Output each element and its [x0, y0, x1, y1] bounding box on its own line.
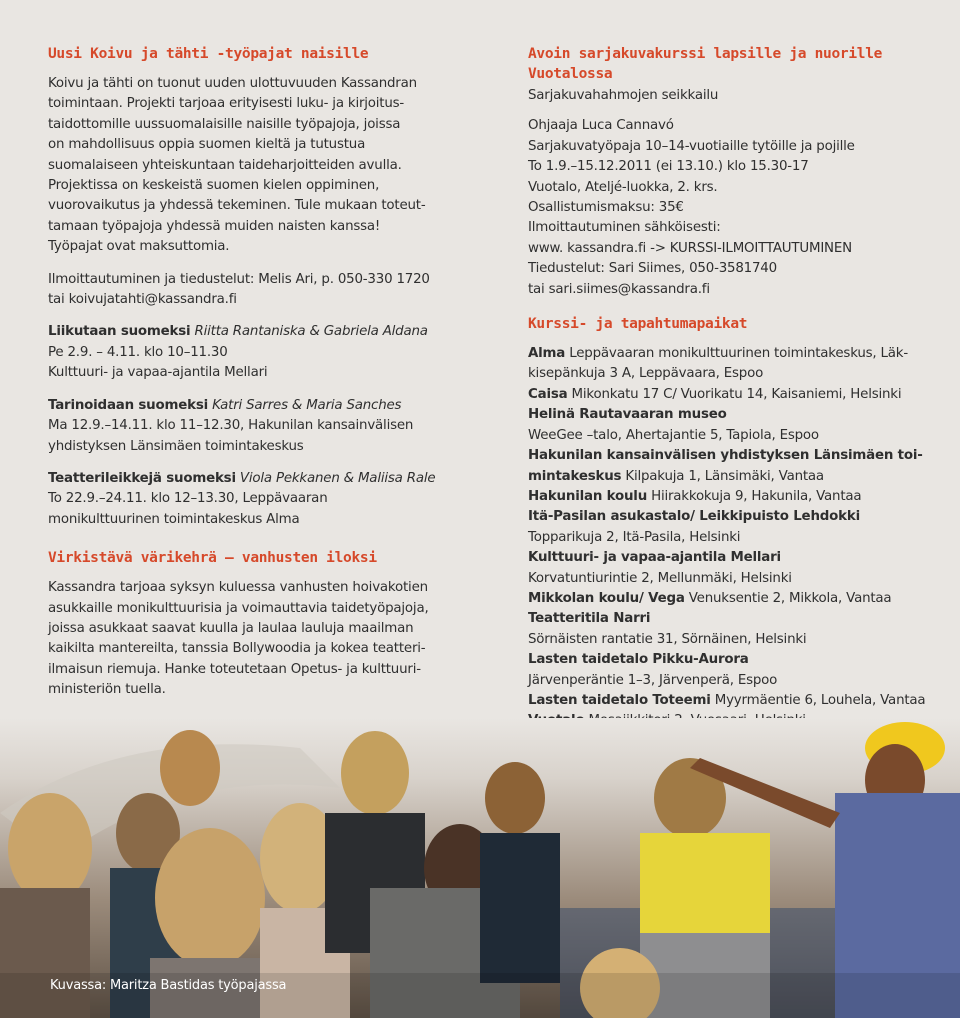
heading-varikehra: Virkistävä värikehrä – vanhusten iloksi: [48, 550, 377, 567]
venue-address: Venuksentie 2, Mikkola, Vantaa: [684, 590, 892, 606]
photo-illustration: [0, 718, 960, 1018]
text-line: toimintaan. Projekti tarjoaa erityisesti luku- ja kirjoitus-: [48, 96, 405, 112]
venue-line: [528, 467, 928, 487]
workshop-details: [48, 343, 458, 384]
venue-name: Alma: [528, 346, 566, 362]
venue-line: [528, 487, 928, 507]
workshop-title: Liikutaan suomeksi: [48, 324, 191, 340]
varikehra-paragraph: [48, 578, 458, 700]
registration-paragraph: [48, 270, 458, 311]
intro-paragraph: [48, 74, 458, 258]
venue-address: Topparikuja 2, Itä-Pasila, Helsinki: [528, 529, 741, 545]
text-line: Työpajat ovat maksuttomia.: [48, 239, 230, 255]
text-line: Kassandra tarjoaa syksyn kuluessa vanhusten hoivakotien: [48, 580, 428, 596]
text-line: Ohjaaja Luca Cannavó: [528, 118, 674, 134]
text-line: Koivu ja tähti on tuonut uuden ulottuvuuden Kassandran: [48, 76, 417, 91]
child-head: [341, 731, 409, 815]
venue-line: [528, 426, 928, 446]
venue-address: Korvatuntiurintie 2, Mellunmäki, Helsinki: [528, 570, 792, 586]
venue-address: Järvenperäntie 1–3, Järvenperä, Espoo: [528, 672, 778, 688]
venue-line: [528, 609, 928, 629]
venue-name: Hakunilan kansainvälisen yhdistyksen Länsimäen toi-: [528, 448, 923, 464]
venue-line: [528, 385, 928, 405]
heading-sarjakuvakurssi: Avoin sarjakuvakurssi lapsille ja nuorille Vuotalossa: [528, 46, 883, 82]
text-line: yhdistyksen Länsimäen toimintakeskus: [48, 438, 304, 454]
venue-name: Lasten taidetalo Pikku-Aurora: [528, 652, 749, 668]
workshop-leaders: Riitta Rantaniska & Gabriela Aldana: [194, 324, 428, 340]
venue-name: Kulttuuri- ja vapaa-ajantila Mellari: [528, 550, 781, 566]
text-line: monikulttuurinen toimintakeskus Alma: [48, 511, 300, 527]
venue-name: Caisa: [528, 386, 568, 402]
venue-name: Mikkolan koulu/ Vega: [528, 590, 685, 606]
venue-address: Hiirakkokuja 9, Hakunila, Vantaa: [647, 488, 862, 504]
text-line: tai koivujatahti@kassandra.fi: [48, 292, 237, 308]
text-line: To 22.9.–24.11. klo 12–13.30, Leppävaaran: [48, 491, 328, 507]
text-line: tai sari.siimes@kassandra.fi: [528, 281, 710, 297]
venue-name: Lasten taidetalo Toteemi: [528, 692, 711, 708]
heading-koivu-ja-tahti: Uusi Koivu ja tähti -työpajat naisille: [48, 46, 369, 62]
venue-name: Itä-Pasilan asukastalo/ Leikkipuisto Lehdokki: [528, 509, 860, 525]
text-line: asukkaille monikulttuurisia ja voimauttavia taidetyöpajoja,: [48, 600, 429, 616]
venue-name: Helinä Rautavaaran museo: [528, 407, 727, 423]
venue-line: [528, 630, 928, 650]
child-head: [8, 793, 92, 903]
venue-list: [528, 344, 928, 732]
venue-address: Myyrmäentie 6, Louhela, Vantaa: [710, 692, 926, 708]
workshop-title: Tarinoidaan suomeksi: [48, 397, 209, 413]
venue-address: Leppävaaran monikulttuurinen toimintakeskus, Läk-: [565, 346, 908, 362]
venue-line: [528, 344, 928, 364]
heading-kurssipaikat: Kurssi- ja tapahtumapaikat: [528, 316, 748, 333]
text-line: Vuotalo, Ateljé-luokka, 2. krs.: [528, 179, 718, 195]
venue-line: [528, 650, 928, 670]
venue-line: [528, 507, 928, 527]
venue-line: [528, 446, 928, 466]
venue-name: mintakeskus: [528, 468, 622, 484]
child-body: [480, 833, 560, 983]
text-line: Ilmoittautuminen sähköisesti:: [528, 220, 721, 236]
text-line: on mahdollisuus oppia suomen kieltä ja tutustua: [48, 137, 366, 153]
text-line: suomalaiseen yhteiskuntaan taideharjoitteiden avulla.: [48, 157, 402, 173]
text-line: Osallistumismaksu: 35€: [528, 200, 684, 216]
workshop-photo: [0, 718, 960, 1018]
workshop-leaders: Katri Sarres & Maria Sanches: [212, 397, 402, 413]
child-head: [485, 762, 545, 834]
text-line: www. kassandra.fi -> KURSSI-ILMOITTAUTUMINEN: [528, 240, 852, 256]
workshop-title: Teatterileikkejä suomeksi: [48, 470, 236, 486]
workshop-tarinoidaan: [48, 396, 458, 457]
venue-line: [528, 569, 928, 589]
venue-line: [528, 548, 928, 568]
venue-line: [528, 589, 928, 609]
text-line: Tiedustelut: Sari Siimes, 050-3581740: [528, 261, 777, 277]
text-line: Sarjakuvatyöpaja 10–14-vuotiaille tytöille ja pojille: [528, 138, 855, 154]
photo-caption: Kuvassa: Maritza Bastidas työpajassa: [50, 978, 287, 993]
workshop-details: [48, 489, 458, 530]
text-line: Pe 2.9. – 4.11. klo 10–11.30: [48, 344, 228, 360]
venue-line: [528, 528, 928, 548]
venue-line: [528, 691, 928, 711]
text-line: kaikilta mantereilta, tanssia Bollywoodia ja kokea teatteri-: [48, 641, 426, 657]
workshop-teatterileikkeja: [48, 469, 458, 530]
venue-address: kisepänkuja 3 A, Leppävaara, Espoo: [528, 366, 764, 382]
child-head: [155, 828, 265, 968]
workshop-leaders: Viola Pekkanen & Maliisa Rale: [239, 470, 436, 486]
venue-address: WeeGee –talo, Ahertajantie 5, Tapiola, Espoo: [528, 427, 819, 443]
right-column: [528, 44, 928, 744]
venue-address: Kilpakuja 1, Länsimäki, Vantaa: [621, 468, 824, 484]
text-line: joissa asukkaat saavat kuulla ja laulaa lauluja maailman: [48, 620, 414, 636]
venue-line: [528, 405, 928, 425]
text-line: Ilmoittautuminen ja tiedustelut: Melis Ari, p. 050-330 1720: [48, 271, 430, 287]
left-column: [48, 44, 458, 713]
venue-address: Sörnäisten rantatie 31, Sörnäinen, Helsinki: [528, 631, 807, 647]
text-line: vuorovaikutus ja yhdessä tekeminen. Tule mukaan toteut-: [48, 198, 426, 214]
venue-name: Hakunilan koulu: [528, 488, 648, 504]
course-details: [528, 116, 928, 300]
course-subtitle: Sarjakuvahahmojen seikkailu: [528, 88, 719, 103]
workshop-liikutaan: [48, 322, 458, 383]
text-line: ilmaisun riemuja. Hanke toteutetaan Opetus- ja kulttuuri-: [48, 661, 421, 677]
venue-line: [528, 364, 928, 384]
text-line: Kulttuuri- ja vapaa-ajantila Mellari: [48, 365, 268, 381]
venue-name: Teatteritila Narri: [528, 611, 651, 627]
text-line: To 1.9.–15.12.2011 (ei 13.10.) klo 15.30-17: [528, 159, 809, 175]
text-line: taidottomille uussuomalaisille naisille työpajoja, joissa: [48, 116, 401, 132]
child-head: [160, 730, 220, 806]
workshop-details: [48, 416, 458, 457]
text-line: ministeriön tuella.: [48, 682, 166, 698]
text-line: tamaan työpajoja yhdessä muiden naisten kanssa!: [48, 218, 381, 234]
text-line: Ma 12.9.–14.11. klo 11–12.30, Hakunilan kansainvälisen: [48, 418, 414, 434]
text-line: Projektissa on keskeistä suomen kielen oppiminen,: [48, 178, 380, 194]
venue-address: Mikonkatu 17 C/ Vuorikatu 14, Kaisaniemi, Helsinki: [567, 386, 902, 402]
venue-line: [528, 671, 928, 691]
child-shirt: [640, 833, 770, 933]
